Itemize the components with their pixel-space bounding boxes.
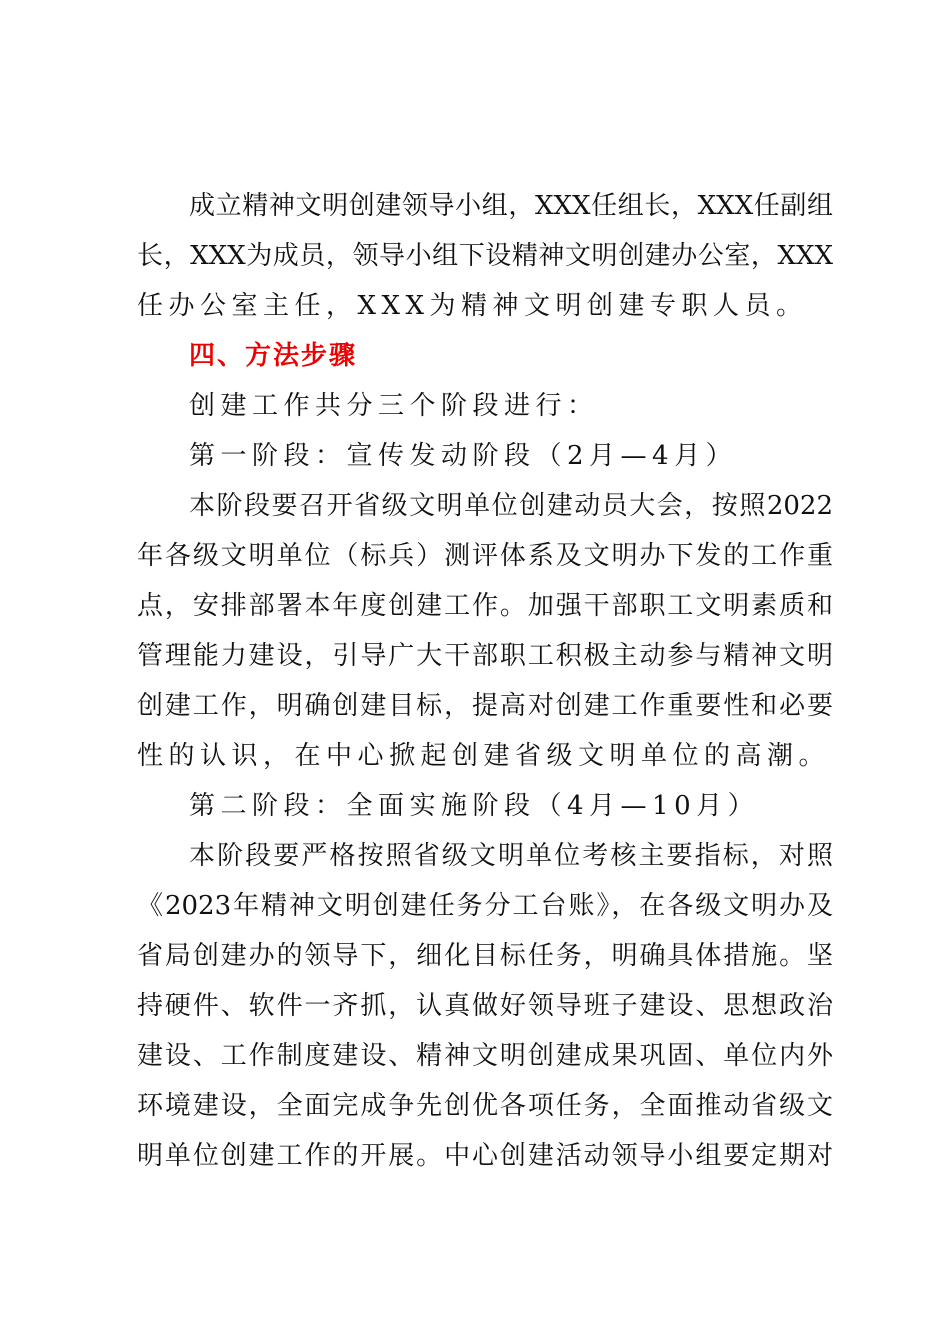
paragraph-stages-intro: 创建工作共分三个阶段进行： — [189, 391, 599, 421]
paragraph-leadership-line-1: 成立精神文明创建领导小组，XXX任组长，XXX任副组 — [189, 191, 833, 221]
paragraph-stage-one-line-6: 性的认识，在中心掀起创建省级文明单位的高潮。 — [137, 741, 831, 771]
paragraph-stage-two-line-6: 环境建设，全面完成争先创优各项任务，全面推动省级文 — [137, 1091, 833, 1121]
paragraph-stage-one-line-2: 年各级文明单位（标兵）测评体系及文明办下发的工作重 — [137, 541, 833, 571]
paragraph-leadership-line-3: 任办公室主任，XXX为精神文明创建专职人员。 — [137, 291, 808, 321]
stage-two-title: 第二阶段：全面实施阶段（4月—10月） — [189, 791, 760, 821]
paragraph-leadership-line-2: 长，XXX为成员，领导小组下设精神文明创建办公室，XXX — [137, 241, 833, 271]
paragraph-stage-two-line-3: 省局创建办的领导下，细化目标任务，明确具体措施。坚 — [137, 941, 833, 971]
paragraph-stage-two-line-2: 《2023年精神文明创建任务分工台账》，在各级文明办及 — [137, 891, 833, 921]
paragraph-stage-two-line-1: 本阶段要严格按照省级文明单位考核主要指标，对照 — [189, 841, 833, 871]
paragraph-stage-one-line-4: 管理能力建设，引导广大干部职工积极主动参与精神文明 — [137, 641, 833, 671]
section-heading-methods-steps: 四、方法步骤 — [189, 341, 358, 371]
stage-one-title: 第一阶段：宣传发动阶段（2月—4月） — [189, 441, 738, 471]
paragraph-stage-two-line-7: 明单位创建工作的开展。中心创建活动领导小组要定期对 — [137, 1141, 833, 1171]
paragraph-stage-one-line-5: 创建工作，明确创建目标，提高对创建工作重要性和必要 — [137, 691, 833, 721]
paragraph-stage-two-line-4: 持硬件、软件一齐抓，认真做好领导班子建设、思想政治 — [137, 991, 833, 1021]
paragraph-stage-one-line-3: 点，安排部署本年度创建工作。加强干部职工文明素质和 — [137, 591, 833, 621]
paragraph-stage-two-line-5: 建设、工作制度建设、精神文明创建成果巩固、单位内外 — [137, 1041, 833, 1071]
paragraph-stage-one-line-1: 本阶段要召开省级文明单位创建动员大会，按照2022 — [189, 491, 833, 521]
